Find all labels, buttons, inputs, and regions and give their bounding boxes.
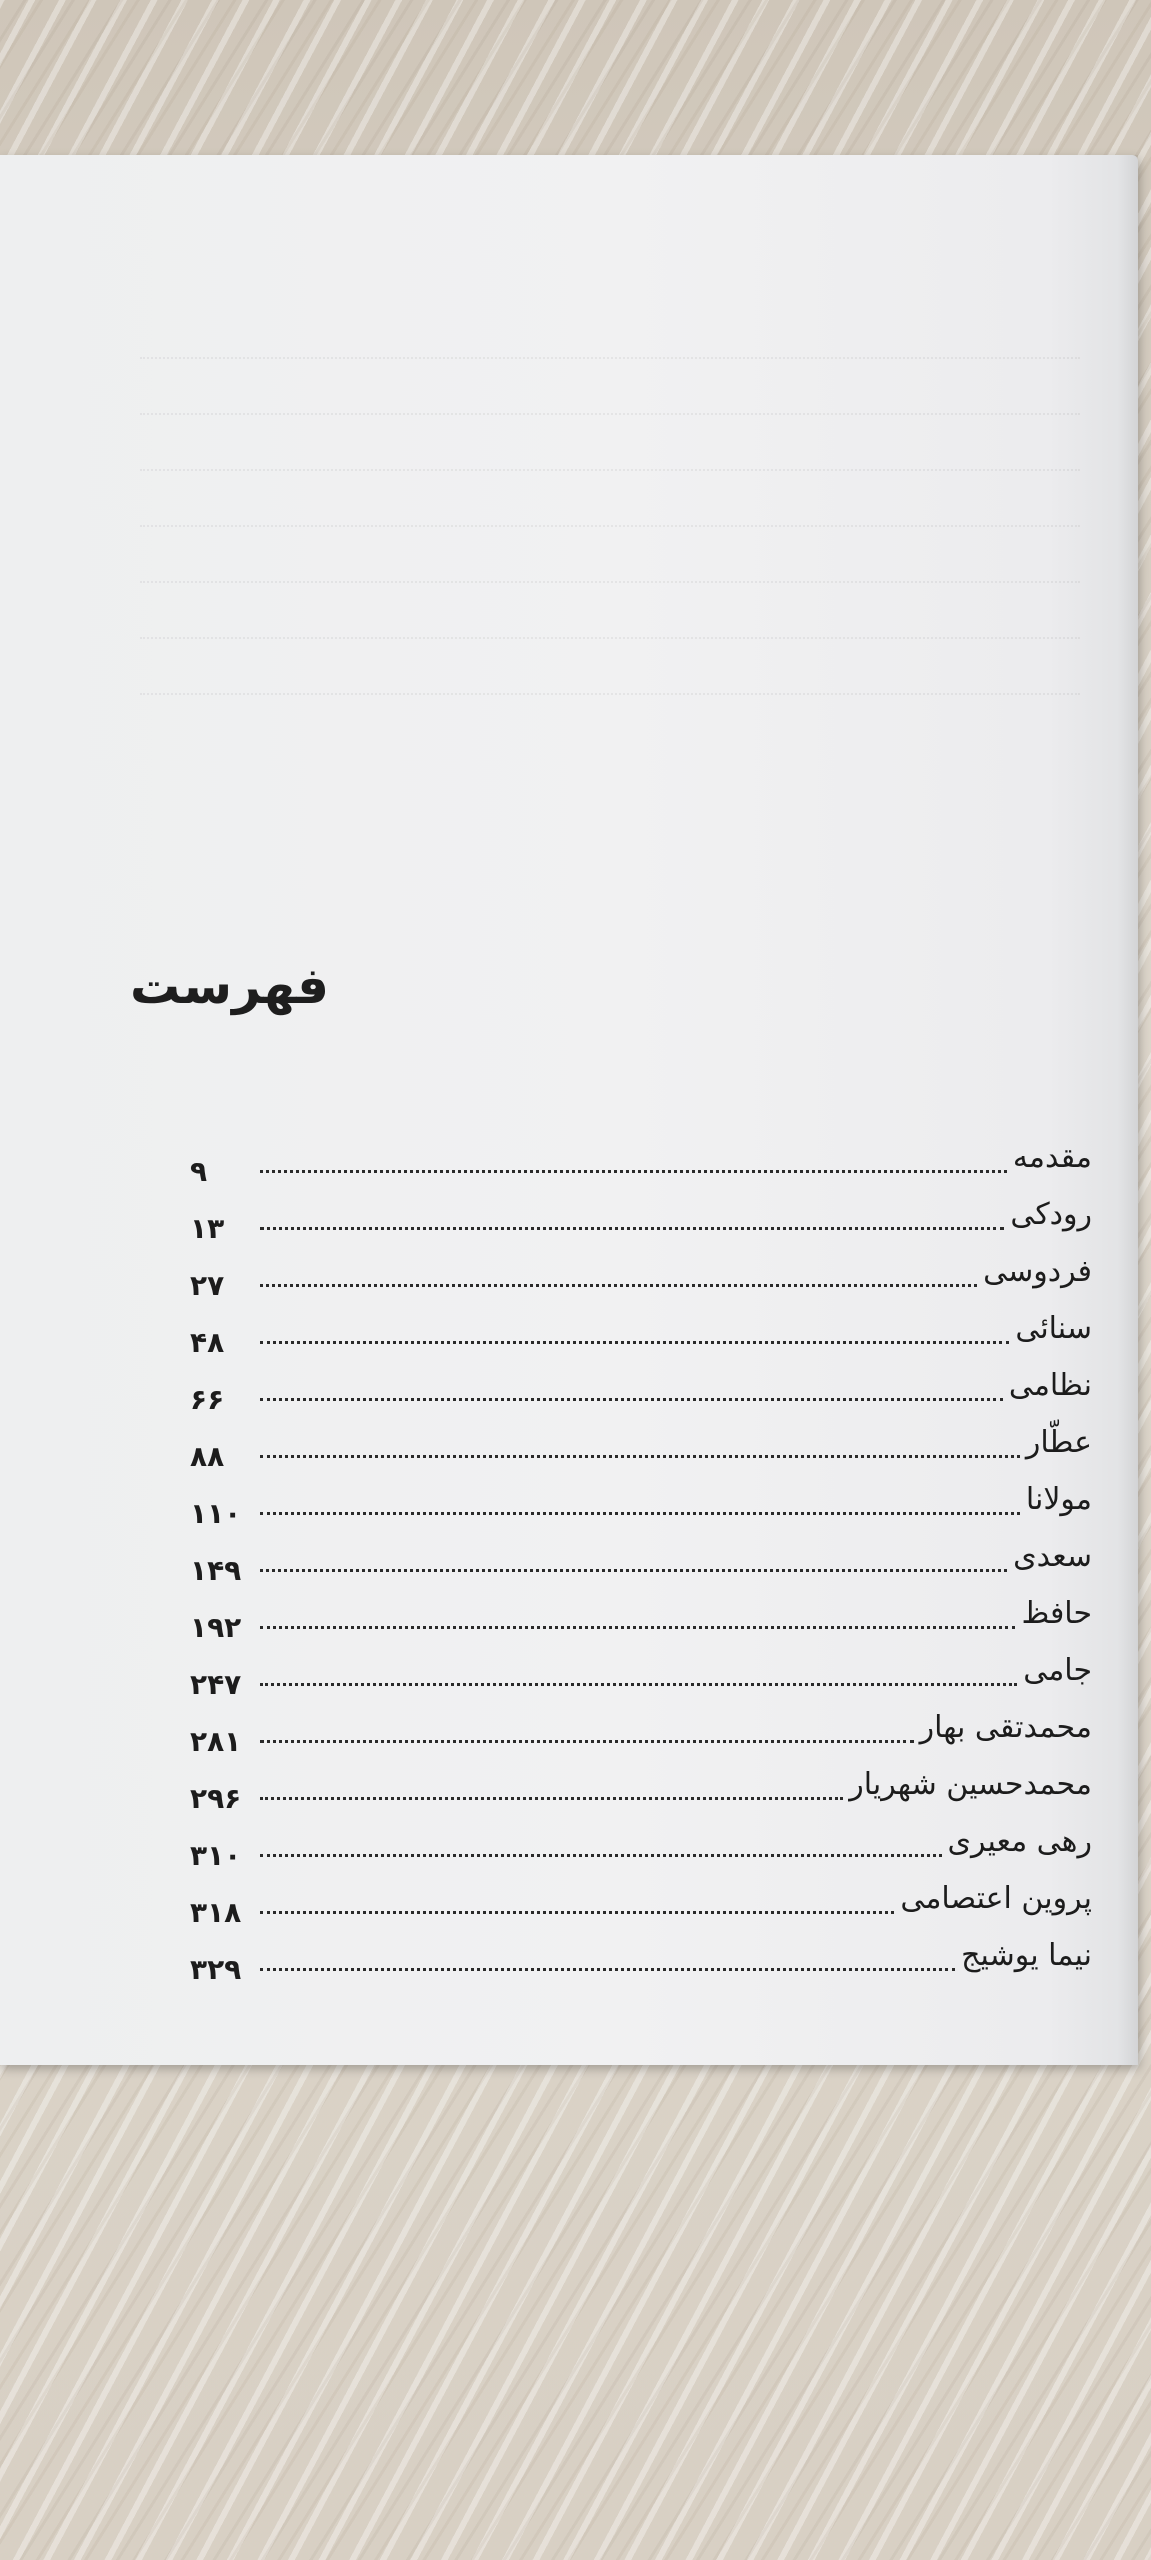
toc-entry-label: نیما یوشیج [961,1938,1092,1973]
toc-entry-label: حافظ [1021,1596,1092,1631]
toc-entry [190,1130,1092,1187]
toc-entry [190,1358,1092,1415]
dot-leader [260,1853,942,1857]
toc-entry [190,1586,1092,1643]
dot-leader [260,1397,1003,1401]
toc-entry-label: عطّار [1025,1425,1092,1460]
dot-leader [260,1511,1020,1515]
toc-entry [190,1757,1092,1814]
toc-entry-label: پروین اعتصامی [900,1881,1092,1916]
toc-entry-page-number: ۲۴۷ [190,1668,242,1701]
toc-entry-page-number: ۲۷ [190,1269,225,1302]
toc-entry-page-number: ۴۸ [190,1326,225,1359]
toc-entry [190,1415,1092,1472]
toc-entry-page-number: ۳۲۹ [190,1953,242,1986]
toc-entry-label: محمدتقی بهار [919,1710,1092,1745]
toc-entry-label: مقدمه [1012,1140,1092,1175]
toc-entry-page-number: ۱۹۲ [190,1611,242,1644]
dot-leader [260,1682,1017,1686]
toc-entry-page-number: ۳۱۸ [190,1896,242,1929]
toc-entry-label: رهی معیری [947,1824,1092,1859]
toc-entry [190,1472,1092,1529]
dot-leader [260,1283,977,1287]
dot-leader [260,1967,955,1971]
dot-leader [260,1568,1007,1572]
toc-entry-page-number: ۸۸ [190,1440,225,1473]
dot-leader [260,1739,914,1743]
toc-entry-label: فردوسی [983,1254,1092,1289]
toc-entry-page-number: ۹ [190,1155,208,1188]
toc-title: فهرست [130,956,329,1015]
toc-entry-page-number: ۱۳ [190,1212,225,1245]
book-page [0,155,1138,2065]
toc-entry-label: رودکی [1010,1197,1092,1232]
dot-leader [260,1226,1004,1230]
toc-entry-page-number: ۲۹۶ [190,1782,242,1815]
toc-entry [190,1187,1092,1244]
show-through-reverse-text [130,330,1090,750]
toc-entry-label: محمدحسین شهریار [849,1767,1092,1802]
toc-entry-page-number: ۲۸۱ [190,1725,242,1758]
toc-entry [190,1643,1092,1700]
toc-entry-page-number: ۱۱۰ [190,1497,242,1530]
toc-entry [190,1301,1092,1358]
toc-entry [190,1928,1092,1985]
toc-entry-label: نظامی [1008,1368,1092,1403]
toc-entry-page-number: ۱۴۹ [190,1554,242,1587]
dot-leader [260,1169,1007,1173]
toc-entry [190,1700,1092,1757]
toc-entry-label: جامی [1023,1653,1092,1688]
toc-entry [190,1814,1092,1871]
toc-entry-page-number: ۳۱۰ [190,1839,242,1872]
dot-leader [260,1625,1015,1629]
dot-leader [260,1340,1009,1344]
dot-leader [260,1454,1020,1458]
toc-entry-label: سعدی [1013,1539,1092,1574]
page-edge-shadow [1118,155,1138,2065]
toc-entry-label: سنائی [1015,1311,1092,1346]
toc-entry [190,1244,1092,1301]
dot-leader [260,1796,843,1800]
toc-entry-page-number: ۶۶ [190,1383,225,1416]
toc-entry [190,1871,1092,1928]
toc-list [190,1130,1092,1985]
toc-entry [190,1529,1092,1586]
toc-entry-label: مولانا [1025,1482,1092,1517]
dot-leader [260,1910,894,1914]
